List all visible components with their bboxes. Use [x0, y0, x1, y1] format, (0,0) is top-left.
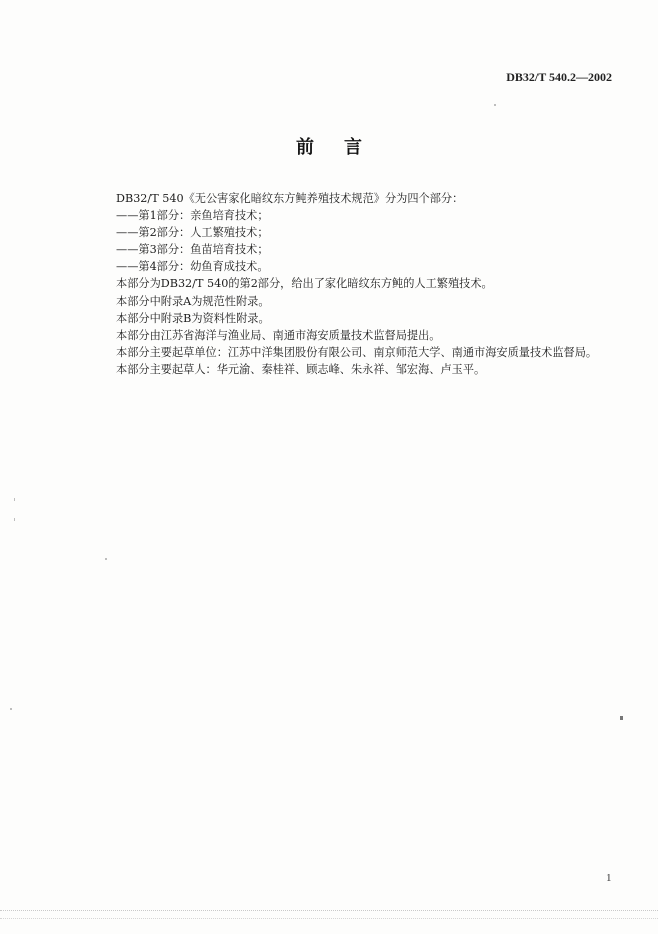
page-title: 前言: [296, 137, 392, 158]
scan-edge-line: [0, 910, 658, 911]
body-line: 本部分中附录A为规范性附录。: [116, 294, 270, 308]
standard-code: DB32/T 540.2—2002: [506, 70, 612, 84]
body-line: ——第4部分：幼鱼育成技术。: [116, 260, 269, 274]
scan-speck: [620, 716, 623, 720]
body-line: 本部分主要起草人：华元渝、秦桂祥、顾志峰、朱永祥、邹宏海、卢玉平。: [116, 362, 486, 376]
body-line: DB32/T 540《无公害家化暗纹东方鲀养殖技术规范》分为四个部分：: [116, 192, 464, 205]
scan-speck: [14, 498, 15, 501]
body-line: 本部分主要起草单位：江苏中洋集团股份有限公司、南京师范大学、南通市海安质量技术监督局。: [116, 345, 598, 359]
foreword-body: [116, 190, 616, 378]
body-line: ——第3部分：鱼苗培育技术；: [116, 243, 269, 257]
body-line: ——第2部分：人工繁殖技术；: [116, 226, 269, 240]
scan-speck: [14, 518, 15, 521]
body-line: 本部分由江苏省海洋与渔业局、南通市海安质量技术监督局提出。: [116, 328, 441, 342]
scan-edge-line: [0, 918, 658, 919]
body-line: 本部分中附录B为资料性附录。: [116, 311, 270, 325]
body-line: 本部分为DB32/T 540的第2部分，给出了家化暗纹东方鲀的人工繁殖技术。: [116, 277, 493, 291]
scan-speck: [494, 104, 496, 106]
page-number: 1: [606, 872, 612, 884]
scan-speck: [105, 558, 107, 560]
scan-speck: [10, 708, 12, 710]
body-line: ——第1部分：亲鱼培育技术；: [116, 209, 269, 223]
